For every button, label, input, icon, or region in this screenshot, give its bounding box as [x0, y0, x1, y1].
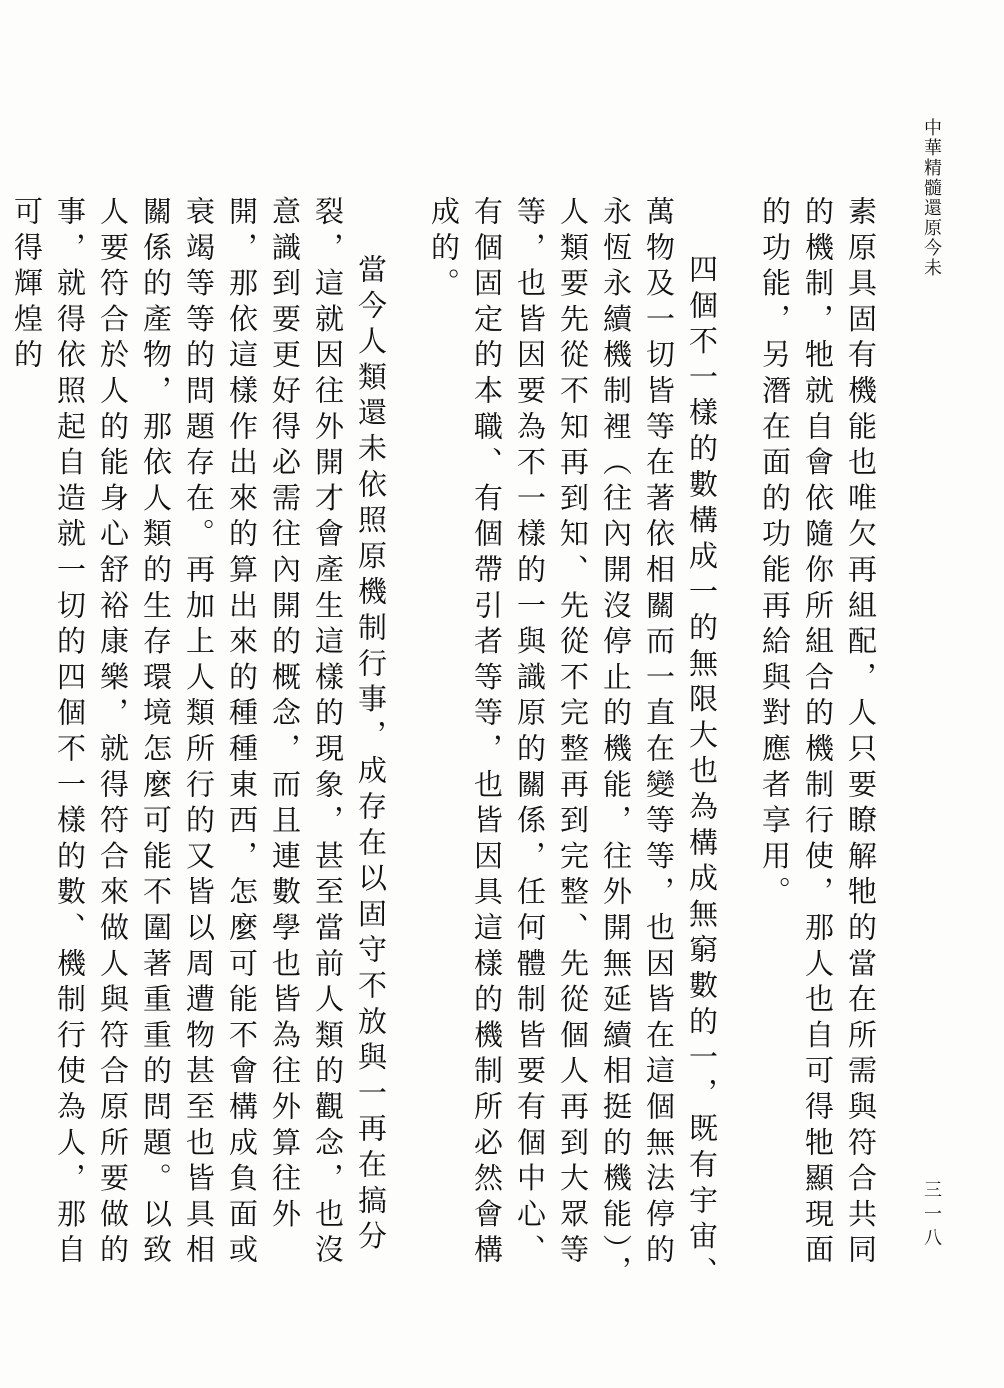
paragraph-2: 四個不一樣的數構成一的無限大也為構成無窮數的一，既有宇宙、萬物及一切皆等在著依相關而一直在變等等，也因皆在這個無法停的永恆永續機制裡（往內開沒停止的機能，往外開無延續相挺的機能），人類要先從不知再到知、先從不完整再到完整、先從個人再到大眾等等，也皆因要為不一樣的一與識原的關係，任何體制皆要有個中心、有個固定的本職、有個帶引者等等，也皆因具這樣的機制所必然會構成的。 [427, 196, 719, 1293]
paragraph-3: 當今人類還未依照原機制行事，成存在以固守不放與一再在搞分裂，這就因往外開才會產生這樣的現象，甚至當前人類的觀念，也沒意識到要更好得必需往內開的概念，而且連數學也皆為往外算往外開，那依這樣作出來的算出來的種種東西，怎麼可能不會構成負面或衰竭等等的問題存在。再加上人類所行的又皆以周遭物甚至也皆具相關係的產物，那依人類的生存環境怎麼可能不圍著重重的問題。以致人要符合於人的能身心舒裕康樂，就得符合來做人與符合原所要做的事，就得依照起自造就一切的四個不一樣的數、機制行使為人，那自可得輝煌的 [10, 196, 388, 1270]
paragraph-1: 素原具固有機能也唯欠再組配，人只要瞭解牠的當在所需與符合共同的機制，牠就自會依隨你所組合的機制行使，那人也自可得牠顯現面的功能，另潛在面的功能再給與對應者享用。 [758, 196, 878, 1270]
running-title: 中華精髓還原今未 [921, 118, 942, 278]
page-number: 三一八 [921, 1180, 942, 1252]
body-text [10, 196, 882, 1296]
